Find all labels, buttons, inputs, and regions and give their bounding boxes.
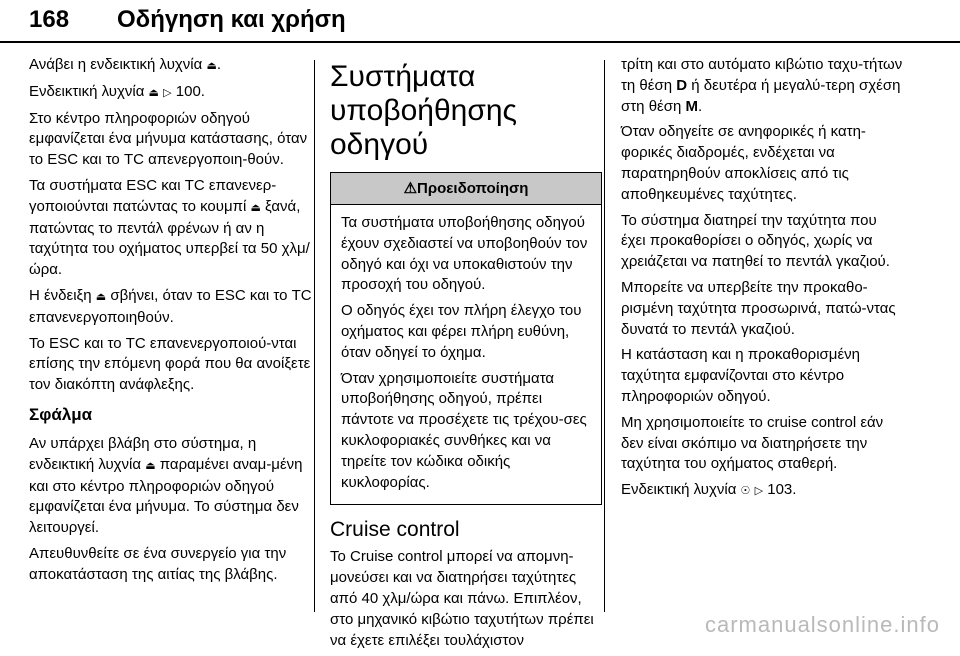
esc-light-ref: Ενδεικτική λυχνία ⏏ ▷ 100. bbox=[29, 82, 205, 100]
warning-triangle-icon: ⚠ bbox=[403, 180, 418, 197]
esc-light-on-text: Ανάβει η ενδεικτική λυχνία ⏏. bbox=[29, 56, 222, 73]
warning-box bbox=[330, 172, 602, 505]
warning-paragraph: Ο οδηγός έχει τον πλήρη έλεγχο του οχήματος και φέρει πλήρη ευθύνη, όταν οδηγεί το όχημα. bbox=[341, 302, 582, 361]
ignition-reactivation-text: Το ESC και το TC επανενεργοποιού-νται επίσης την επόμενη φορά που θα ανοίξετε τον διακόπτη ανάφλεξης. bbox=[29, 334, 311, 394]
esc-off-icon: ⏏ bbox=[250, 201, 261, 214]
indicator-off-text: Η ένδειξη ⏏ σβήνει, όταν το ESC και το TC επανενεργοποιηθούν. bbox=[29, 286, 312, 326]
column-divider-left bbox=[314, 60, 315, 612]
page-reference-arrow-icon: ▷ bbox=[163, 86, 172, 99]
page-reference[interactable]: 103. bbox=[767, 481, 797, 499]
cruise-control-icon: ☉ bbox=[740, 485, 751, 498]
workshop-text: Απευθυνθείτε σε ένα συνεργείο για την αποκατάσταση της αιτίας της βλάβης. bbox=[29, 544, 287, 583]
gear-requirement-text: τρίτη και στο αυτόματο κιβώτιο ταχυ-τήτων τη θέση D ή δευτέρα ή μεγαλύ-τερη σχέση στη θέση M. bbox=[621, 56, 903, 115]
warning-paragraph: Όταν χρησιμοποιείτε συστήματα υποβοήθησης οδηγού, πρέπει πάντοτε να προσέχετε τις τρέχου-σες κυκλοφοριακές συνθήκες και να τηρείτε τον κώδικα οδικής κυκλοφορίας. bbox=[341, 369, 587, 491]
fault-heading: Σφάλμα bbox=[29, 404, 93, 424]
warning-paragraph: Τα συστήματα υποβοήθησης οδηγού έχουν σχεδιαστεί να υποβοηθούν τον οδηγό και όχι να υποκαθιστούν την προσοχή του οδηγού. bbox=[341, 214, 588, 294]
esc-fault-icon: ⏏ bbox=[145, 459, 156, 472]
column-divider-right bbox=[604, 60, 605, 612]
page-reference-arrow-icon: ▷ bbox=[754, 485, 764, 498]
section-title: Συστήματα υποβοήθησης οδηγού bbox=[330, 60, 518, 161]
cruise-control-heading: Cruise control bbox=[330, 518, 460, 542]
page-title: Οδήγηση και χρήση bbox=[117, 6, 346, 33]
esc-off-icon: ⏏ bbox=[206, 60, 217, 72]
page-header bbox=[29, 4, 346, 36]
status-display-text: Η κατάσταση και η προκαθορισμένη ταχύτητα εμφανίζονται στο κέντρο πληροφοριών οδηγού. bbox=[621, 346, 860, 405]
column-3 bbox=[621, 55, 905, 507]
header-rule bbox=[0, 41, 960, 43]
warning-body bbox=[331, 205, 601, 504]
watermark: carmanualsonline.info bbox=[704, 612, 940, 637]
column-2 bbox=[330, 55, 602, 656]
override-text: Μπορείτε να υπερβείτε την προκαθο-ρισμένη ταχύτητα προσωρινά, πατώ-ντας δυνατά το πεντάλ γκαζιού. bbox=[621, 278, 896, 338]
gear-d: D bbox=[676, 76, 688, 94]
warning-header bbox=[331, 173, 601, 205]
column-1 bbox=[29, 55, 313, 591]
gear-m: M bbox=[685, 97, 698, 115]
fault-text: Αν υπάρχει βλάβη στο σύστημα, η ενδεικτική λυχνία ⏏ παραμένει αναμ-μένη και στο κέντρο πληροφοριών οδηγού εμφανίζεται ένα μήνυμα. Το σύστημα δεν λειτουργεί. bbox=[29, 434, 303, 537]
warning-title: Προειδοποίηση bbox=[417, 180, 529, 197]
deviation-text: Όταν οδηγείτε σε ανηφορικές ή κατη-φορικές διαδρομές, ενδέχεται να παρατηρηθούν αποκλίσεις από τις αποθηκευμένες ταχύτητες. bbox=[621, 123, 866, 203]
cruise-light-ref: Ενδεικτική λυχνία ☉ ▷ 103. bbox=[621, 481, 797, 499]
page-number: 168 bbox=[29, 6, 70, 33]
status-message-text: Στο κέντρο πληροφοριών οδηγού εμφανίζεται ένα μήνυμα κατάστασης, όταν το ESC και το TC απενεργοποιη-θούν. bbox=[29, 109, 308, 169]
esc-off-icon: ⏏ bbox=[95, 290, 107, 303]
usage-warning-text: Μη χρησιμοποιείτε το cruise control εάν δεν είναι σκόπιμο να διατηρήσετε την ταχύτητα του οχήματος σταθερή. bbox=[621, 413, 884, 473]
esc-off-icon: ⏏ bbox=[148, 86, 159, 99]
cruise-control-intro: Το Cruise control μπορεί να απομνη-μονεύσει και να διατηρήσει ταχύτητες από 40 χλμ/ώρα και πάνω. Επιπλέον, στο μηχανικό κιβώτιο ταχυτήτων πρέπει να έχετε επιλέξει τουλάχιστον bbox=[330, 548, 594, 649]
page-reference[interactable]: 100. bbox=[175, 82, 205, 100]
speed-maintain-text: Το σύστημα διατηρεί την ταχύτητα που έχει προκαθορίσει ο οδηγός, χωρίς να χρειάζεται να πατηθεί το πεντάλ γκαζιού. bbox=[621, 211, 890, 271]
reactivation-text: Τα συστήματα ESC και TC επανενερ-γοποιούνται πατώντας το κουμπί ⏏ ξανά, πατώντας το πεντάλ φρένων ή αν η ταχύτητα του οχήματος υπερβεί τα 50 χλμ/ώρα. bbox=[29, 176, 310, 279]
